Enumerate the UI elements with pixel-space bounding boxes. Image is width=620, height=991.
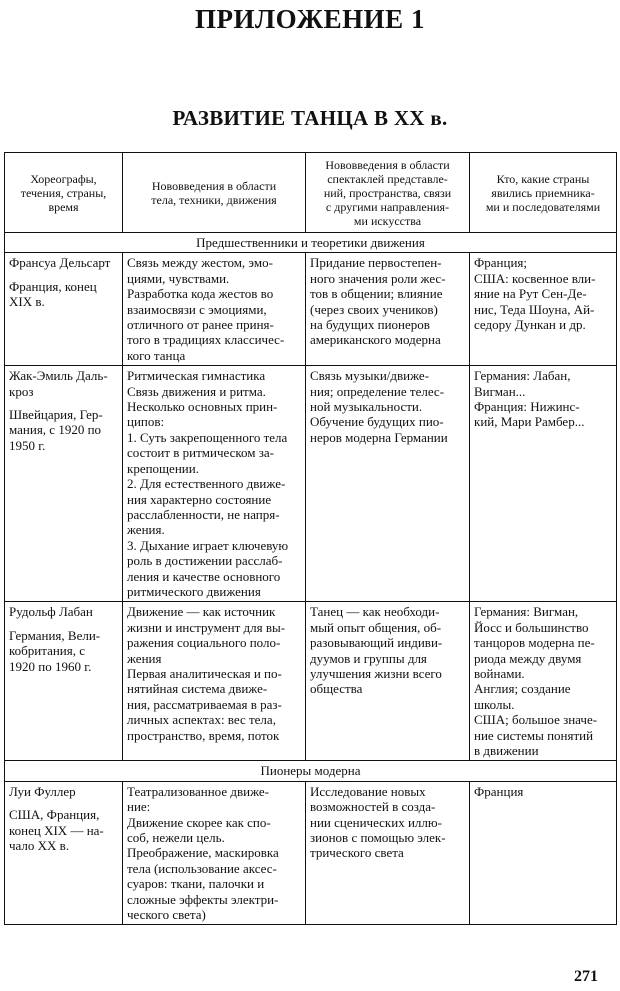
text-line: роль в достижении расслаб- bbox=[127, 553, 283, 569]
text-line: суаров: ткани, палочки и bbox=[127, 876, 265, 892]
text-line: Германия: Вигман, bbox=[474, 604, 579, 620]
text-line: крепощении. bbox=[127, 460, 199, 476]
text-line: (через своих учеников) bbox=[310, 301, 438, 317]
text-line: личных аспектах: вес тела, bbox=[127, 712, 276, 728]
text-line: риода между двумя bbox=[474, 650, 582, 666]
text-line: общества bbox=[310, 681, 363, 697]
table-row bbox=[5, 602, 617, 761]
text-line: нис, Теда Шоуна, Ай- bbox=[474, 301, 595, 317]
text-line: Придание первостепен- bbox=[310, 255, 442, 271]
text-line: 2. Для естественного движе- bbox=[127, 476, 286, 492]
section-row bbox=[5, 761, 617, 781]
text-line: Франция bbox=[474, 783, 524, 799]
text-line: ципов: bbox=[127, 414, 165, 430]
paragraph-gap bbox=[9, 399, 118, 407]
text-line: сложные эффекты электри- bbox=[127, 891, 279, 907]
page-title: ПРИЛОЖЕНИЕ 1 bbox=[195, 4, 425, 34]
text-line: пространство, время, поток bbox=[127, 727, 280, 743]
text-line: 3. Дыхание играет ключевую bbox=[127, 537, 289, 553]
page-number: 271 bbox=[574, 968, 598, 985]
text-line: Связь движения и ритма. bbox=[127, 383, 266, 399]
cell-performance-innovations bbox=[306, 602, 470, 761]
text-line: Хореографы, bbox=[30, 171, 97, 186]
text-line: Танец — как необходи- bbox=[310, 604, 440, 620]
text-line: США: косвенное вли- bbox=[474, 270, 596, 286]
cell-performance-innovations bbox=[306, 366, 470, 602]
text-line: Англия; создание bbox=[474, 681, 571, 697]
text-line: Франция: Нижинс- bbox=[474, 399, 580, 415]
text-line: ного значения роли жес- bbox=[310, 270, 446, 286]
text-line: чало XX в. bbox=[9, 838, 70, 854]
text-line: яние на Рут Сен-Де- bbox=[474, 286, 587, 302]
table-row bbox=[5, 253, 617, 366]
text-line: ния, рассматриваемая в раз- bbox=[127, 696, 282, 712]
text-line: улучшения жизни всего bbox=[310, 665, 442, 681]
text-line: Вигман... bbox=[474, 383, 526, 399]
text-line: 1. Суть закрепощенного тела bbox=[127, 429, 288, 445]
dance-development-table bbox=[4, 152, 617, 925]
text-line: жизни и инструмент для вы- bbox=[127, 619, 286, 635]
text-line: Движение — как источник bbox=[127, 604, 276, 620]
paragraph-gap bbox=[9, 799, 118, 807]
section-title: Пионеры модерна bbox=[5, 761, 617, 781]
page-subtitle: РАЗВИТИЕ ТАНЦА В XX в. bbox=[172, 106, 448, 130]
text-line: Нововведения в области bbox=[325, 157, 450, 172]
text-line: разовывающий индиви- bbox=[310, 635, 443, 651]
text-line: возможностей в созда- bbox=[310, 799, 436, 815]
text-line: явились приемника- bbox=[491, 185, 595, 200]
text-line: тела (использование аксес- bbox=[127, 860, 277, 876]
text-line: Жак-Эмиль Даль- bbox=[9, 368, 108, 384]
text-line: ми искусства bbox=[353, 213, 422, 228]
text-line: циями, чувствами. bbox=[127, 270, 230, 286]
text-line: Швейцария, Гер- bbox=[9, 407, 103, 423]
cell-successors bbox=[470, 602, 617, 761]
text-line: Несколько основных прин- bbox=[127, 399, 278, 415]
text-line: ми и последователями bbox=[485, 199, 601, 214]
text-line: Нововведения в области bbox=[151, 178, 277, 193]
text-line: того в традициях классичес- bbox=[127, 332, 285, 348]
text-line: с другими направления- bbox=[325, 199, 450, 214]
text-line: ние: bbox=[127, 799, 151, 815]
cell-body-innovations bbox=[123, 602, 306, 761]
text-line: Германия, Вели- bbox=[9, 627, 101, 643]
text-line: Связь между жестом, эмо- bbox=[127, 255, 273, 271]
text-line: ния; определение телес- bbox=[310, 383, 445, 399]
text-line: 1950 г. bbox=[9, 437, 46, 453]
text-line: Преображение, маскировка bbox=[127, 845, 279, 861]
table-body bbox=[5, 233, 617, 925]
text-line: Франсуа Дельсарт bbox=[9, 255, 111, 271]
text-line: тов в общении; влияние bbox=[310, 286, 443, 302]
text-line: дуумов и группы для bbox=[310, 650, 427, 666]
section-title: Предшественники и теоретики движения bbox=[5, 233, 617, 253]
text-line: танцоров модерна пе- bbox=[474, 635, 595, 651]
text-line: Кто, какие страны bbox=[496, 171, 590, 186]
cell-body-innovations bbox=[123, 253, 306, 366]
text-line: отличного от ранее приня- bbox=[127, 317, 274, 333]
text-line: ние системы понятий bbox=[474, 727, 594, 743]
text-line: мый опыт общения, об- bbox=[310, 619, 442, 635]
text-line: трического света bbox=[310, 845, 404, 861]
text-line: ражения социального поло- bbox=[127, 635, 281, 651]
text-line: неров модерна Германии bbox=[310, 429, 448, 445]
cell-performance-innovations bbox=[306, 781, 470, 925]
text-line: ной музыкальности. bbox=[310, 399, 423, 415]
text-line: Исследование новых bbox=[310, 783, 426, 799]
text-line: кий, Мари Рамбер... bbox=[474, 414, 585, 430]
text-line: состоит в ритмическом за- bbox=[127, 445, 274, 461]
text-line: Театрализованное движе- bbox=[127, 783, 269, 799]
table-row bbox=[5, 781, 617, 925]
text-line: XIX в. bbox=[9, 294, 45, 310]
cell-choreographer bbox=[5, 602, 123, 761]
cell-body-innovations bbox=[123, 781, 306, 925]
text-line: седору Дункан и др. bbox=[474, 317, 586, 333]
text-line: ческого света) bbox=[127, 907, 206, 923]
text-line: ритмического движения bbox=[127, 583, 261, 599]
text-line: зионов с помощью элек- bbox=[310, 830, 446, 846]
text-line: 1920 по 1960 г. bbox=[9, 658, 92, 674]
text-line: американского модерна bbox=[310, 332, 441, 348]
text-line: конец XIX — на- bbox=[9, 822, 104, 838]
paragraph-gap bbox=[9, 620, 118, 628]
text-line: Разработка кода жестов во bbox=[127, 286, 274, 302]
text-line: школы. bbox=[474, 696, 515, 712]
text-line: соб, нежели цель. bbox=[127, 830, 225, 846]
text-line: Связь музыки/движе- bbox=[310, 368, 430, 384]
cell-performance-innovations bbox=[306, 253, 470, 366]
header-performance-innovations bbox=[306, 153, 470, 233]
header-choreographers bbox=[5, 153, 123, 233]
table-header-row bbox=[5, 153, 617, 233]
text-line: Франция; bbox=[474, 255, 528, 271]
text-line: Обучение будущих пио- bbox=[310, 414, 444, 430]
text-line: Рудольф Лабан bbox=[9, 604, 93, 620]
text-line: войнами. bbox=[474, 665, 525, 681]
paragraph-gap bbox=[9, 271, 118, 279]
text-line: в движении bbox=[474, 743, 539, 758]
text-line: ний, пространства, связи bbox=[323, 185, 452, 200]
text-line: на будущих пионеров bbox=[310, 317, 430, 333]
text-line: мания, с 1920 по bbox=[9, 422, 102, 438]
text-line: кого танца bbox=[127, 347, 186, 363]
cell-successors bbox=[470, 781, 617, 925]
text-line: тела, техники, движения bbox=[151, 192, 277, 207]
header-body-innovations bbox=[123, 153, 306, 233]
text-line: Ритмическая гимнастика bbox=[127, 368, 266, 384]
text-line: Германия: Лабан, bbox=[474, 368, 571, 384]
text-line: Движение скорее как спо- bbox=[127, 814, 271, 830]
text-line: Йосс и большинство bbox=[474, 619, 589, 635]
text-line: кроз bbox=[9, 383, 34, 399]
text-line: время bbox=[48, 199, 79, 214]
cell-successors bbox=[470, 253, 617, 366]
text-line: Первая аналитическая и по- bbox=[127, 665, 282, 681]
text-line: спектаклей представле- bbox=[327, 171, 448, 186]
text-line: США, Франция, bbox=[9, 807, 100, 823]
text-line: жения bbox=[127, 650, 162, 666]
text-line: ления и качестве основного bbox=[127, 568, 281, 584]
text-line: жения. bbox=[127, 522, 165, 538]
cell-choreographer bbox=[5, 253, 123, 366]
text-line: течения, страны, bbox=[20, 185, 107, 200]
header-successors bbox=[470, 153, 617, 233]
text-line: Франция, конец bbox=[9, 278, 97, 294]
text-line: кобритания, с bbox=[9, 643, 86, 659]
text-line: ния характерно состояние bbox=[127, 491, 272, 507]
cell-choreographer bbox=[5, 781, 123, 925]
text-line: Луи Фуллер bbox=[9, 783, 76, 799]
cell-successors bbox=[470, 366, 617, 602]
cell-body-innovations bbox=[123, 366, 306, 602]
cell-choreographer bbox=[5, 366, 123, 602]
text-line: нятийная система движе- bbox=[127, 681, 268, 697]
text-line: США; большое значе- bbox=[474, 712, 598, 728]
text-line: взаимосвязи с эмоциями, bbox=[127, 301, 267, 317]
text-line: расслабленности, не напря- bbox=[127, 506, 280, 522]
text-line: нии сценических иллю- bbox=[310, 814, 442, 830]
table-row bbox=[5, 366, 617, 602]
section-row bbox=[5, 233, 617, 253]
